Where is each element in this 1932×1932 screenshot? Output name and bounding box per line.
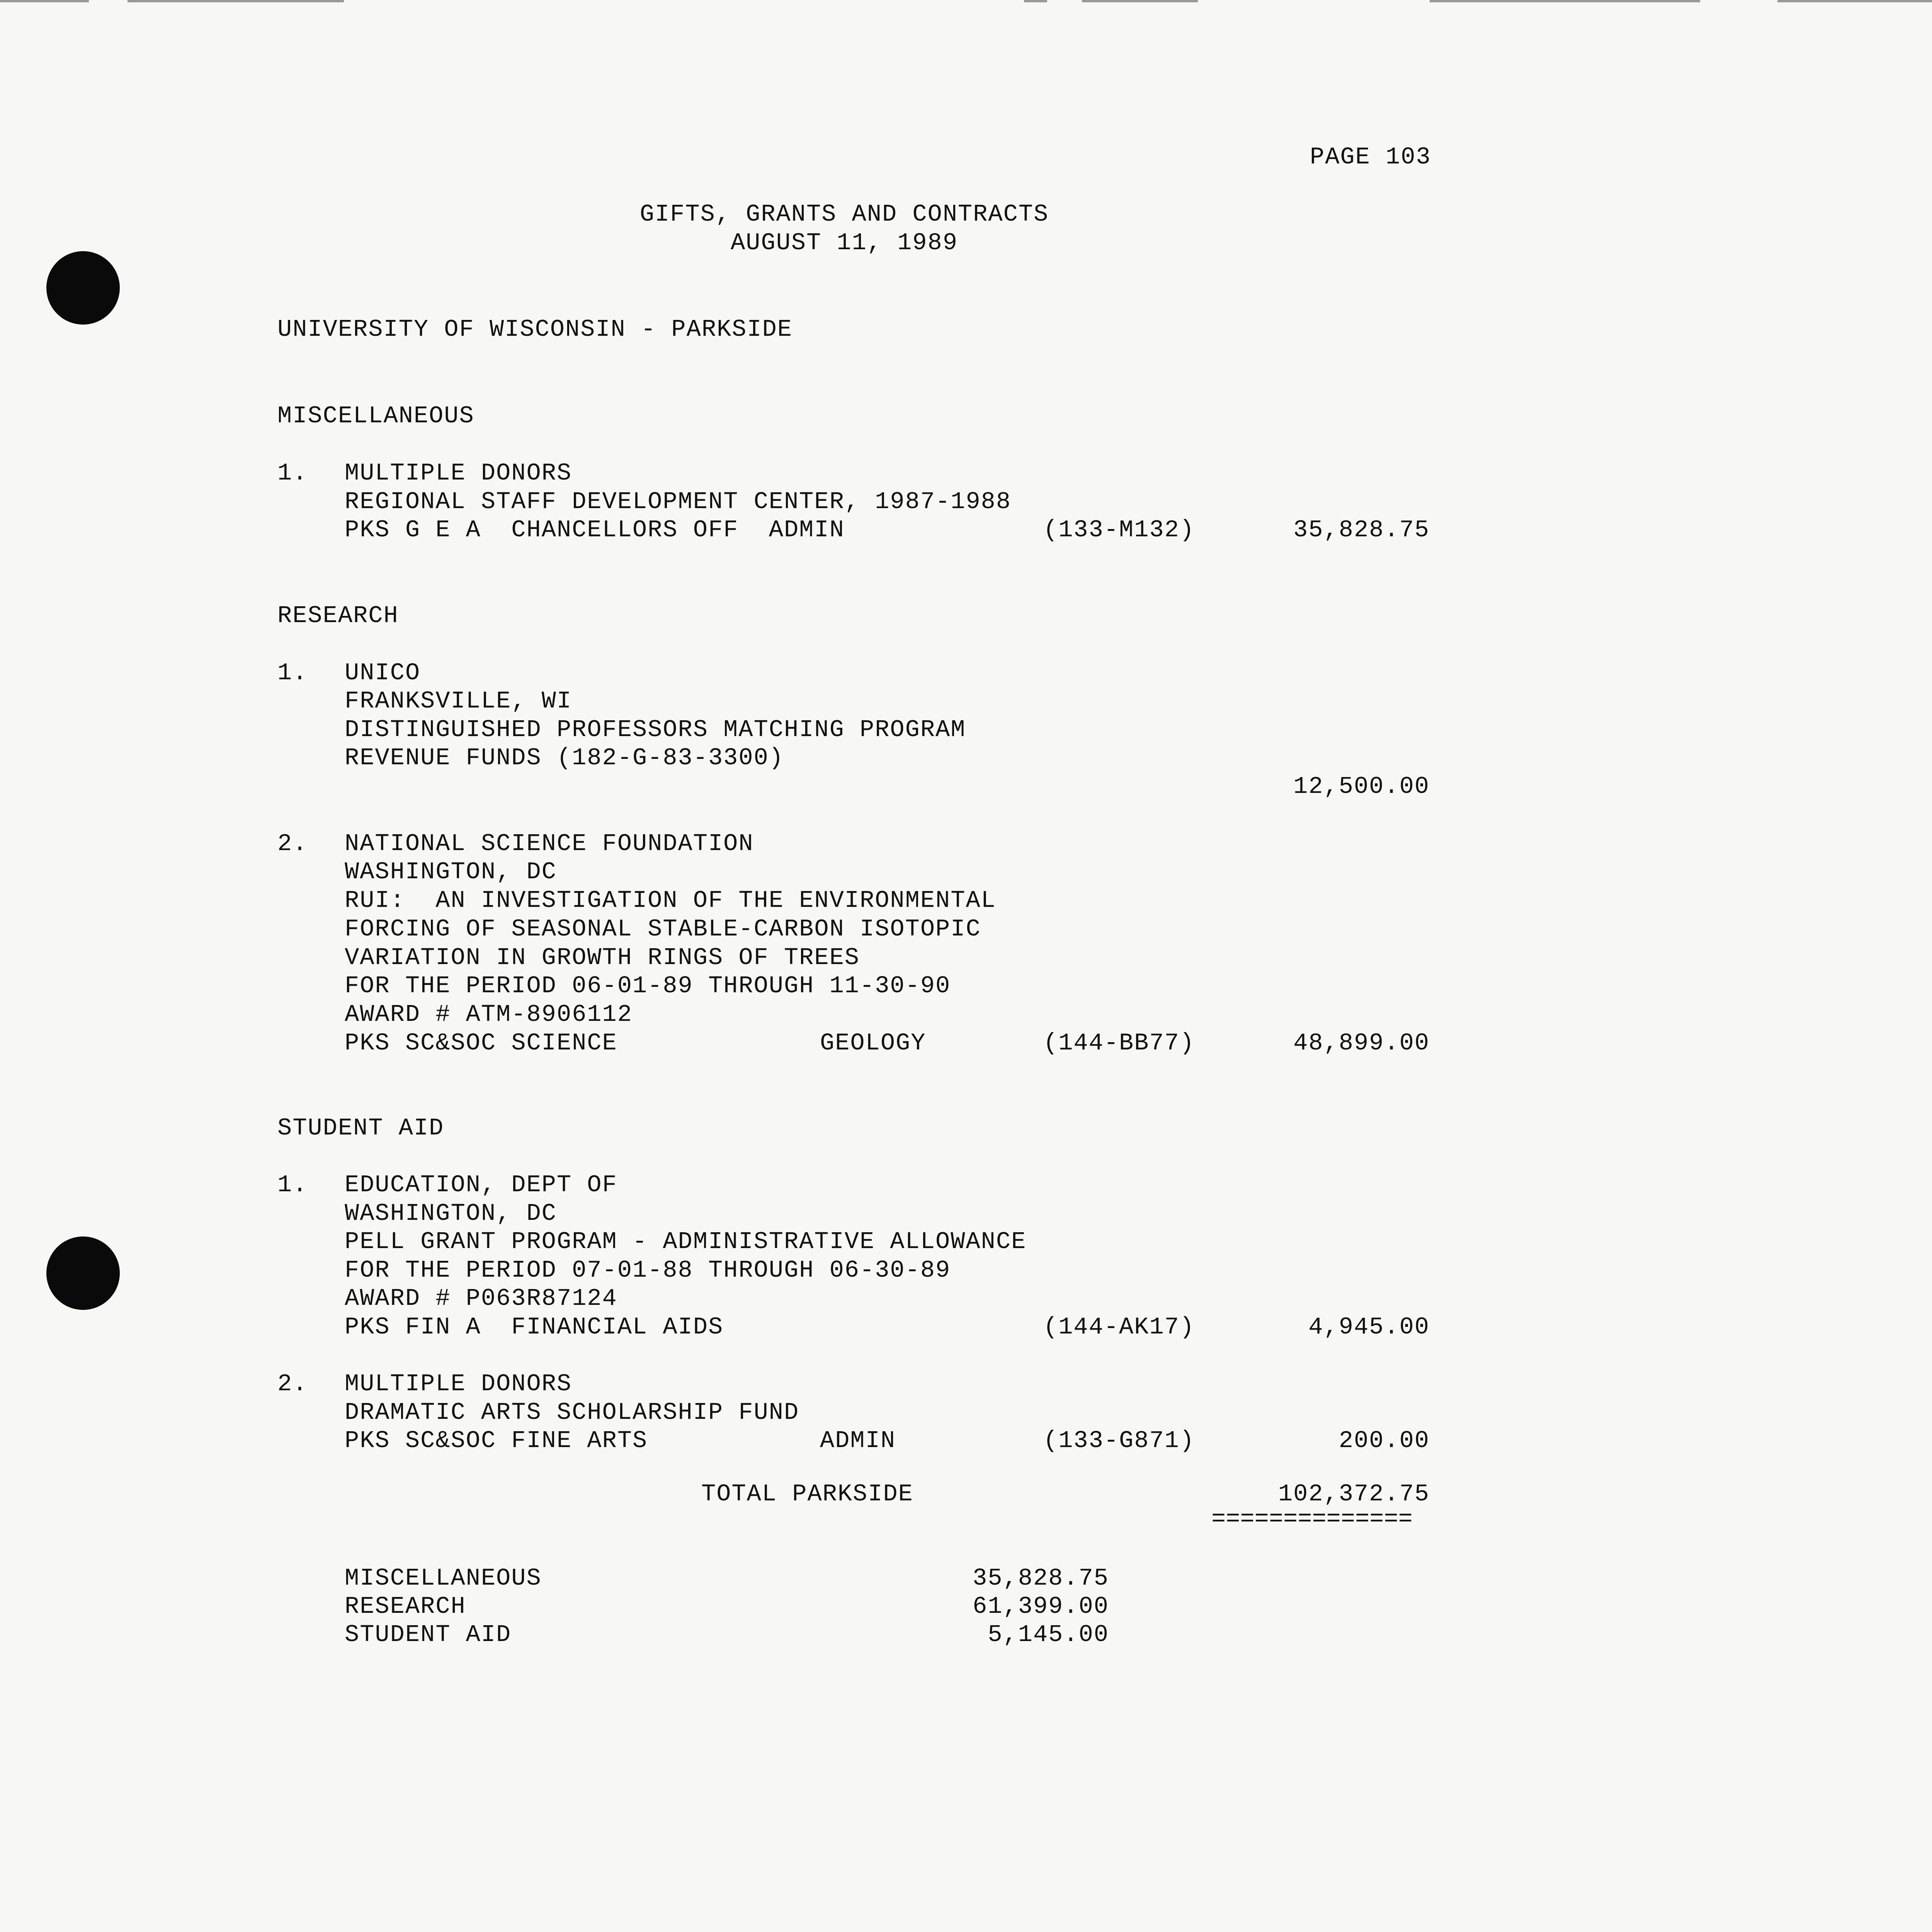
item-donor: MULTIPLE DONORS [345, 1370, 572, 1398]
binder-hole [46, 251, 120, 325]
item-code: (133-M132) [1043, 516, 1195, 544]
item-number: 1. [277, 459, 308, 487]
item-location: FRANKSVILLE, WI [345, 687, 572, 715]
item-description: VARIATION IN GROWTH RINGS OF TREES [345, 944, 860, 971]
item-amount: 35,828.75 [1293, 516, 1430, 544]
scan-edge-mark [128, 0, 344, 2]
item-number: 2. [277, 1370, 308, 1398]
item-donor: MULTIPLE DONORS [345, 459, 572, 487]
item-donor: NATIONAL SCIENCE FOUNDATION [345, 830, 754, 857]
scan-edge-mark [0, 0, 89, 2]
item-dept: GEOLOGY [820, 1029, 926, 1057]
summary-label: RESEARCH [345, 1593, 466, 1620]
item-description: FORCING OF SEASONAL STABLE-CARBON ISOTOPIC [345, 915, 981, 943]
item-period: FOR THE PERIOD 07-01-88 THROUGH 06-30-89 [345, 1257, 951, 1284]
item-number: 2. [277, 830, 308, 857]
item-account: PKS SC&SOC FINE ARTS [345, 1427, 648, 1454]
item-code: (144-AK17) [1043, 1313, 1195, 1341]
item-award: AWARD # ATM-8906112 [345, 1001, 633, 1028]
summary-amount: 35,828.75 [973, 1565, 1109, 1592]
item-number: 1. [277, 1171, 308, 1199]
item-period: FOR THE PERIOD 06-01-89 THROUGH 11-30-90 [345, 972, 951, 1000]
item-account: PKS SC&SOC SCIENCE [345, 1029, 617, 1057]
item-donor: UNICO [345, 659, 421, 687]
item-account: PKS FIN A FINANCIAL AIDS [345, 1313, 724, 1341]
item-description: DISTINGUISHED PROFESSORS MATCHING PROGRAM [345, 716, 966, 743]
document-date: AUGUST 11, 1989 [730, 229, 958, 257]
item-amount: 200.00 [1338, 1427, 1430, 1454]
item-description: DRAMATIC ARTS SCHOLARSHIP FUND [345, 1399, 799, 1426]
scan-edge-mark [1024, 0, 1047, 2]
item-location: WASHINGTON, DC [345, 1200, 557, 1227]
scan-edge-mark [1777, 0, 1932, 2]
item-dept: ADMIN [820, 1427, 896, 1454]
section-heading: STUDENT AID [277, 1114, 444, 1142]
item-description: RUI: AN INVESTIGATION OF THE ENVIRONMENTAL [345, 887, 996, 914]
item-code: (144-BB77) [1043, 1029, 1195, 1057]
total-double-rule: ============== [1211, 1505, 1413, 1533]
total-amount: 102,372.75 [1278, 1480, 1430, 1508]
summary-amount: 61,399.00 [973, 1593, 1109, 1620]
item-location: WASHINGTON, DC [345, 858, 557, 886]
item-code: (133-G871) [1043, 1427, 1195, 1454]
summary-label: STUDENT AID [345, 1621, 512, 1648]
section-heading: MISCELLANEOUS [277, 402, 474, 430]
item-amount: 48,899.00 [1293, 1029, 1430, 1057]
institution-name: UNIVERSITY OF WISCONSIN - PARKSIDE [277, 316, 793, 343]
scan-edge-mark [1430, 0, 1700, 2]
page-number: PAGE 103 [1310, 143, 1431, 171]
item-donor: EDUCATION, DEPT OF [345, 1171, 617, 1199]
summary-amount: 5,145.00 [988, 1621, 1109, 1648]
item-amount: 12,500.00 [1293, 773, 1430, 800]
summary-label: MISCELLANEOUS [345, 1565, 542, 1592]
total-label: TOTAL PARKSIDE [701, 1480, 913, 1508]
binder-hole [46, 1236, 120, 1310]
item-description: REVENUE FUNDS (182-G-83-3300) [345, 744, 784, 772]
item-account: PKS G E A CHANCELLORS OFF ADMIN [345, 516, 845, 544]
scan-edge-mark [1082, 0, 1198, 2]
item-number: 1. [277, 659, 308, 687]
section-heading: RESEARCH [277, 602, 399, 629]
item-description: PELL GRANT PROGRAM - ADMINISTRATIVE ALLOWANCE [345, 1228, 1027, 1255]
item-award: AWARD # P063R87124 [345, 1285, 617, 1312]
item-amount: 4,945.00 [1308, 1313, 1430, 1341]
document-title: GIFTS, GRANTS AND CONTRACTS [639, 201, 1049, 228]
item-description: REGIONAL STAFF DEVELOPMENT CENTER, 1987-1988 [345, 488, 1012, 515]
